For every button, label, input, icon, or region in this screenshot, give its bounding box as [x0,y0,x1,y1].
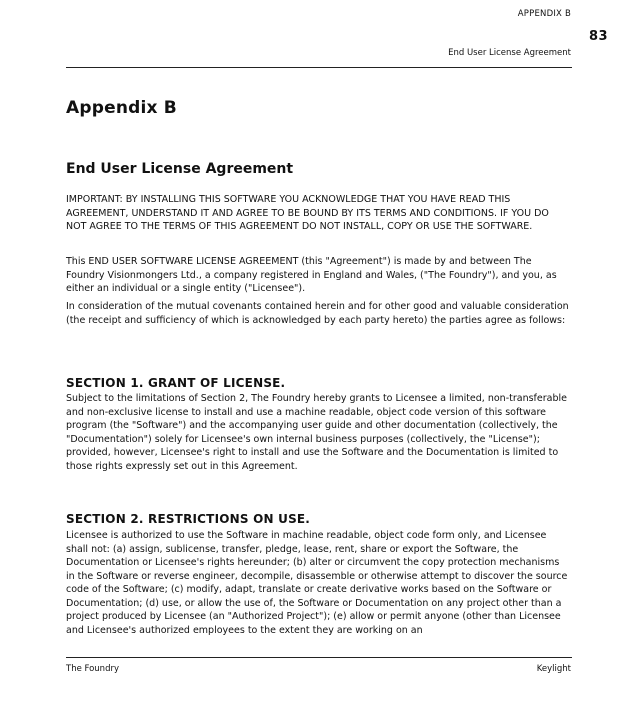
consideration-paragraph: In consideration of the mutual covenants contained herein and for other good and valuable consideration (the receipt and sufficiency of which is acknowledged by each party hereto) the parties agree as follows: [66,301,569,326]
section-1-body: Subject to the limitations of Section 2, The Foundry hereby grants to Licensee a limited, non-transferable and non-exclusive license to install and use a machine readable, object code version of this software program (the "Software") and the accompanying user guide and other documentation (collectively, the "Documentation") solely for Licensee's own internal business purposes (collectively, the "License"); provided, however, Licensee's right to install and use the Software and the Documentation is limited to those rights expressly set out in this Agreement. [66,393,567,472]
header-section-label: APPENDIX B [517,9,571,19]
appendix-title: Appendix B [66,98,177,118]
page-number: 83 [589,29,609,44]
section-1-heading: SECTION 1. GRANT OF LICENSE. [66,376,286,390]
header-subtitle: End User License Agreement [448,48,571,58]
footer-divider [66,657,572,658]
important-paragraph: IMPORTANT: BY INSTALLING THIS SOFTWARE YOU ACKNOWLEDGE THAT YOU HAVE READ THIS AGREEMENT, UNDERSTAND IT AND AGREE TO BE BOUND BY ITS TERMS AND CONDITIONS. IF YOU DO NOT AGREE TO THE TERMS OF THIS AGREEMENT DO NOT INSTALL, COPY OR USE THE SOFTWARE. [66,194,549,232]
section-2-heading: SECTION 2. RESTRICTIONS ON USE. [66,512,311,526]
header-divider [66,67,572,68]
section-2-body: Licensee is authorized to use the Software in machine readable, object code form only, and Licensee shall not: (a) assign, sublicense, transfer, pledge, lease, rent, share or export the Software, the Documentation or Licensee's rights hereunder; (b) alter or circumvent the copy protection mechanisms in the Software or reverse engineer, decompile, disassemble or otherwise attempt to discover the source code of the Software; (c) modify, adapt, translate or create derivative works based on the Software or Documentation; (d) use, or allow the use of, the Software or Documentation on any project other than a project produced by Licensee (an "Authorized Project"); (e) allow or permit anyone (other than Licensee and Licensee's authorized employees to the extent they are working on an [66,530,568,636]
footer-company: The Foundry [66,664,119,674]
footer-product: Keylight [536,664,571,674]
eula-title: End User License Agreement [66,161,294,177]
agreement-intro-paragraph: This END USER SOFTWARE LICENSE AGREEMENT (this "Agreement") is made by and between The Foundry Visionmongers Ltd., a company registered in England and Wales, ("The Foundry"), and you, as either an individual or a single entity ("Licensee"). [66,256,557,294]
